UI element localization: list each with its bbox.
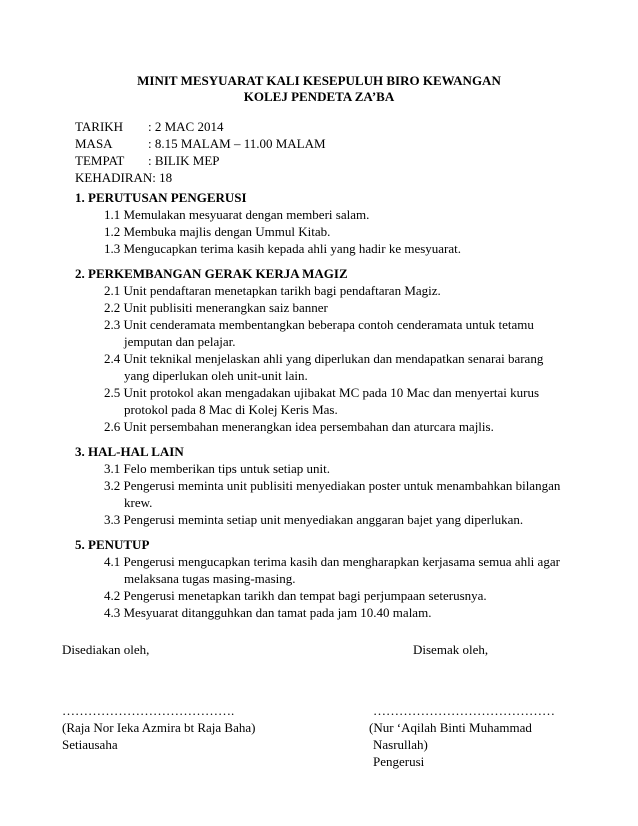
section-2-item-continued: jemputan dan pelajar.: [124, 334, 236, 349]
section-2-item: 2.2 Unit publisiti menerangkan saiz banner: [104, 300, 328, 315]
section-2-item-continued: protokol pada 8 Mac di Kolej Keris Mas.: [124, 402, 338, 417]
section-2-item: 2.5 Unit protokol akan mengadakan ujibakat MC pada 10 Mac dan menyertai kurus: [104, 385, 540, 400]
section-penutup-item-continued: melaksana tugas masing-masing.: [124, 571, 296, 586]
masa-label: MASA: [75, 136, 113, 151]
section-1-item: 1.2 Membuka majlis dengan Ummul Kitab.: [104, 224, 331, 239]
section-3-item-continued: krew.: [124, 495, 153, 510]
reviewed-by-label: Disemak oleh,: [413, 642, 489, 657]
right-signature-line: ……………………………………: [373, 703, 555, 718]
section-penutup-item: 4.2 Pengerusi menetapkan tarikh dan tempat bagi perjumpaan seterusnya.: [104, 588, 487, 603]
chairperson-name: (Nur ‘Aqilah Binti Muhammad: [369, 720, 532, 735]
section-2-item: 2.3 Unit cenderamata membentangkan beberapa contoh cenderamata untuk tetamu: [104, 317, 534, 332]
section-2-item: 2.4 Unit teknikal menjelaskan ahli yang diperlukan dan mendapatkan senarai barang: [104, 351, 544, 366]
section-2-item: 2.1 Unit pendaftaran menetapkan tarikh bagi pendaftaran Magiz.: [104, 283, 441, 298]
left-signature-line: ………………………………….: [62, 703, 235, 718]
section-1-item: 1.3 Mengucapkan terima kasih kepada ahli yang hadir ke mesyuarat.: [104, 241, 462, 256]
section-3-item: 3.3 Pengerusi meminta setiap unit menyediakan anggaran bajet yang diperlukan.: [104, 512, 524, 527]
tempat-label: TEMPAT: [75, 153, 125, 168]
secretary-role: Setiausaha: [62, 737, 118, 752]
tarikh-value: : 2 MAC 2014: [148, 119, 224, 134]
masa-value: : 8.15 MALAM – 11.00 MALAM: [148, 136, 326, 151]
section-penutup-item: 4.1 Pengerusi mengucapkan terima kasih dan mengharapkan kerjasama semua ahli agar: [104, 554, 560, 569]
chairperson-name-continued: Nasrullah): [373, 737, 428, 752]
tempat-value: : BILIK MEP: [148, 153, 220, 168]
section-2-item: 2.6 Unit persembahan menerangkan idea persembahan dan aturcara majlis.: [104, 419, 494, 434]
document-subtitle: KOLEJ PENDETA ZA’BA: [243, 89, 395, 104]
kehadiran: KEHADIRAN: 18: [75, 170, 173, 185]
section-1-heading: 1. PERUTUSAN PENGERUSI: [75, 190, 247, 205]
tarikh-label: TARIKH: [75, 119, 124, 134]
prepared-by-label: Disediakan oleh,: [62, 642, 150, 657]
document-title: MINIT MESYUARAT KALI KESEPULUH BIRO KEWANGAN: [137, 73, 501, 88]
chairperson-role: Pengerusi: [373, 754, 425, 769]
section-1-item: 1.1 Memulakan mesyuarat dengan memberi salam.: [104, 207, 370, 222]
section-3-item: 3.1 Felo memberikan tips untuk setiap unit.: [104, 461, 331, 476]
section-penutup-heading: 5. PENUTUP: [75, 537, 150, 552]
section-2-item-continued: yang diperlukan oleh unit-unit lain.: [124, 368, 308, 383]
section-2-heading: 2. PERKEMBANGAN GERAK KERJA MAGIZ: [75, 266, 348, 281]
secretary-name: (Raja Nor Ieka Azmira bt Raja Baha): [62, 720, 256, 735]
section-3-item: 3.2 Pengerusi meminta unit publisiti menyediakan poster untuk menambahkan bilangan: [104, 478, 561, 493]
section-3-heading: 3. HAL-HAL LAIN: [75, 444, 184, 459]
section-penutup-item: 4.3 Mesyuarat ditangguhkan dan tamat pada jam 10.40 malam.: [104, 605, 432, 620]
